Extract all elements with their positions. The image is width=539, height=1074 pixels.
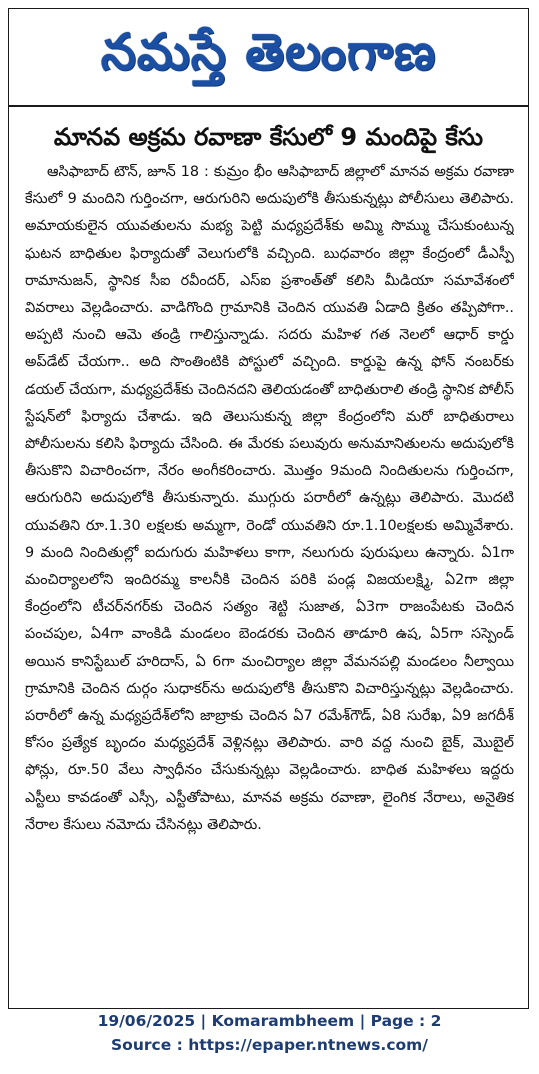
masthead-divider [9, 105, 528, 107]
source-link[interactable]: Source : https://epaper.ntnews.com/ [111, 1036, 428, 1054]
newspaper-masthead: నమస్తే తెలంగాణ [100, 23, 437, 81]
article-headline: మానవ అక్రమ రవాణా కేసులో 9 మందిపై కేసు [53, 123, 484, 151]
edition-info: 19/06/2025 | Komarambheem | Page : 2 [97, 1012, 442, 1030]
clipping-frame [8, 8, 529, 1009]
article-body: ఆసిఫాబాద్ టౌన్, జూన్ 18 : కుమ్రం భీం ఆసిఫాబాద్ జిల్లాలో మానవ అక్రమ రవాణా కేసులో 9 మందిని గుర్తించగా, ఆరుగురిని అదుపులోకి తీసుకున్నట్లు పోలీసులు తెలిపారు. అమాయకులైన యువతులను మభ్య పెట్టి మధ్యప్రదేశ్‌కు అమ్మి సొమ్ము చేసుకుంటున్న ఘటన బాధితుల ఫిర్యాదుతో వెలుగులోకి వచ్చింది. బుధవారం జిల్లా కేంద్రంలో డీఎస్పీ రామానుజన్, స్థానిక సీఐ రవీందర్, ఎస్ఐ ప్రశాంత్‌తో కలిసి మీడియా సమావేశంలో వివరాలు వెల్లడించారు. వాడిగొంది గ్రామానికి చెందిన యువతి ఏడాది క్రితం తప్పిపోగా.. అప్పటి నుంచి ఆమె తండ్రి గాలిస్తున్నాడు. సదరు మహిళ గత నెలలో ఆధార్ కార్డు అప్‌డేట్ చేయగా.. అది సొంతింటికి పోస్టులో వచ్చింది. కార్డుపై ఉన్న ఫోన్ నంబర్‌కు డయల్ చేయగా, మధ్యప్రదేశ్‌కు చెందినదని తెలియడంతో బాధితురాలి తండ్రి స్థానిక పోలీస్ స్టేషన్‌లో ఫిర్యాదు చేశాడు. ఇది తెలుసుకున్న జిల్లా కేంద్రంలోని మరో బాధితురాలు పోలీసులను కలిసి ఫిర్యాదు చేసింది. ఈ మేరకు పలువురు అనుమానితులను అదుపులోకి తీసుకొని విచారించగా, నేరం అంగీకరించారు. మొత్తం 9మంది నిందితులను గుర్తించగా, ఆరుగురిని అదుపులోకి తీసుకున్నారు. ముగ్గురు పరారీలో ఉన్నట్లు తెలిపారు. మొదటి యువతిని రూ.1.30 లక్షలకు అమ్మగా, రెండో యువతిని రూ.1.10లక్షలకు అమ్మివేశారు. 9 మంది నిందితుల్లో ఐదుగురు మహిళలు కాగా, నలుగురు పురుషులు ఉన్నారు. ఏ1గా మంచిర్యాలలోని ఇందిరమ్మ కాలనీకి చెందిన పరికి పండ్ల విజయలక్ష్మి, ఏ2గా జిల్లా కేంద్రంలోని టీచర్‌నగర్‌కు చెందిన సత్యం శెట్టి సుజాత, ఏ3గా రాజంపేటకు చెందిన పంచపుల, ఏ4గా వాంకిడి మండలం బెండరకు చెందిన తాడూరి ఉష, ఏ5గా సస్పెండ్ అయిన కానిస్టేబుల్ హరిదాస్, ఏ 6గా మంచిర్యాల జిల్లా వేమనపల్లి మండలం నీల్వాయి గ్రామానికి చెందిన దుర్గం సుధాకర్‌ను అదుపులోకి తీసుకొని విచారిస్తున్నట్లు వెల్లడించారు. పరారీలో ఉన్న మధ్యప్రదేశ్‌లోని జాబ్రాకు చెందిన ఏ7 రమేశ్‌గౌడ్, ఏ8 సురేఖ, ఏ9 జగదీశ్ కోసం ప్రత్యేక బృందం మధ్యప్రదేశ్ వెళ్లినట్లు తెలిపారు. వారి వద్ద నుంచి బైక్, మొబైల్ ఫోన్లు, రూ.50 వేలు స్వాధీనం చేసుకున్నట్లు వెల్లడించారు. బాధిత మహిళలు ఇద్దరు ఎస్టీలు కావడంతో ఎస్సీ, ఎస్టీతోపాటు, మానవ అక్రమ రవాణా, లైంగిక నేరాలు, అనైతిక నేరాల కేసులు నమోదు చేసినట్లు తెలిపారు. [25, 164, 514, 833]
